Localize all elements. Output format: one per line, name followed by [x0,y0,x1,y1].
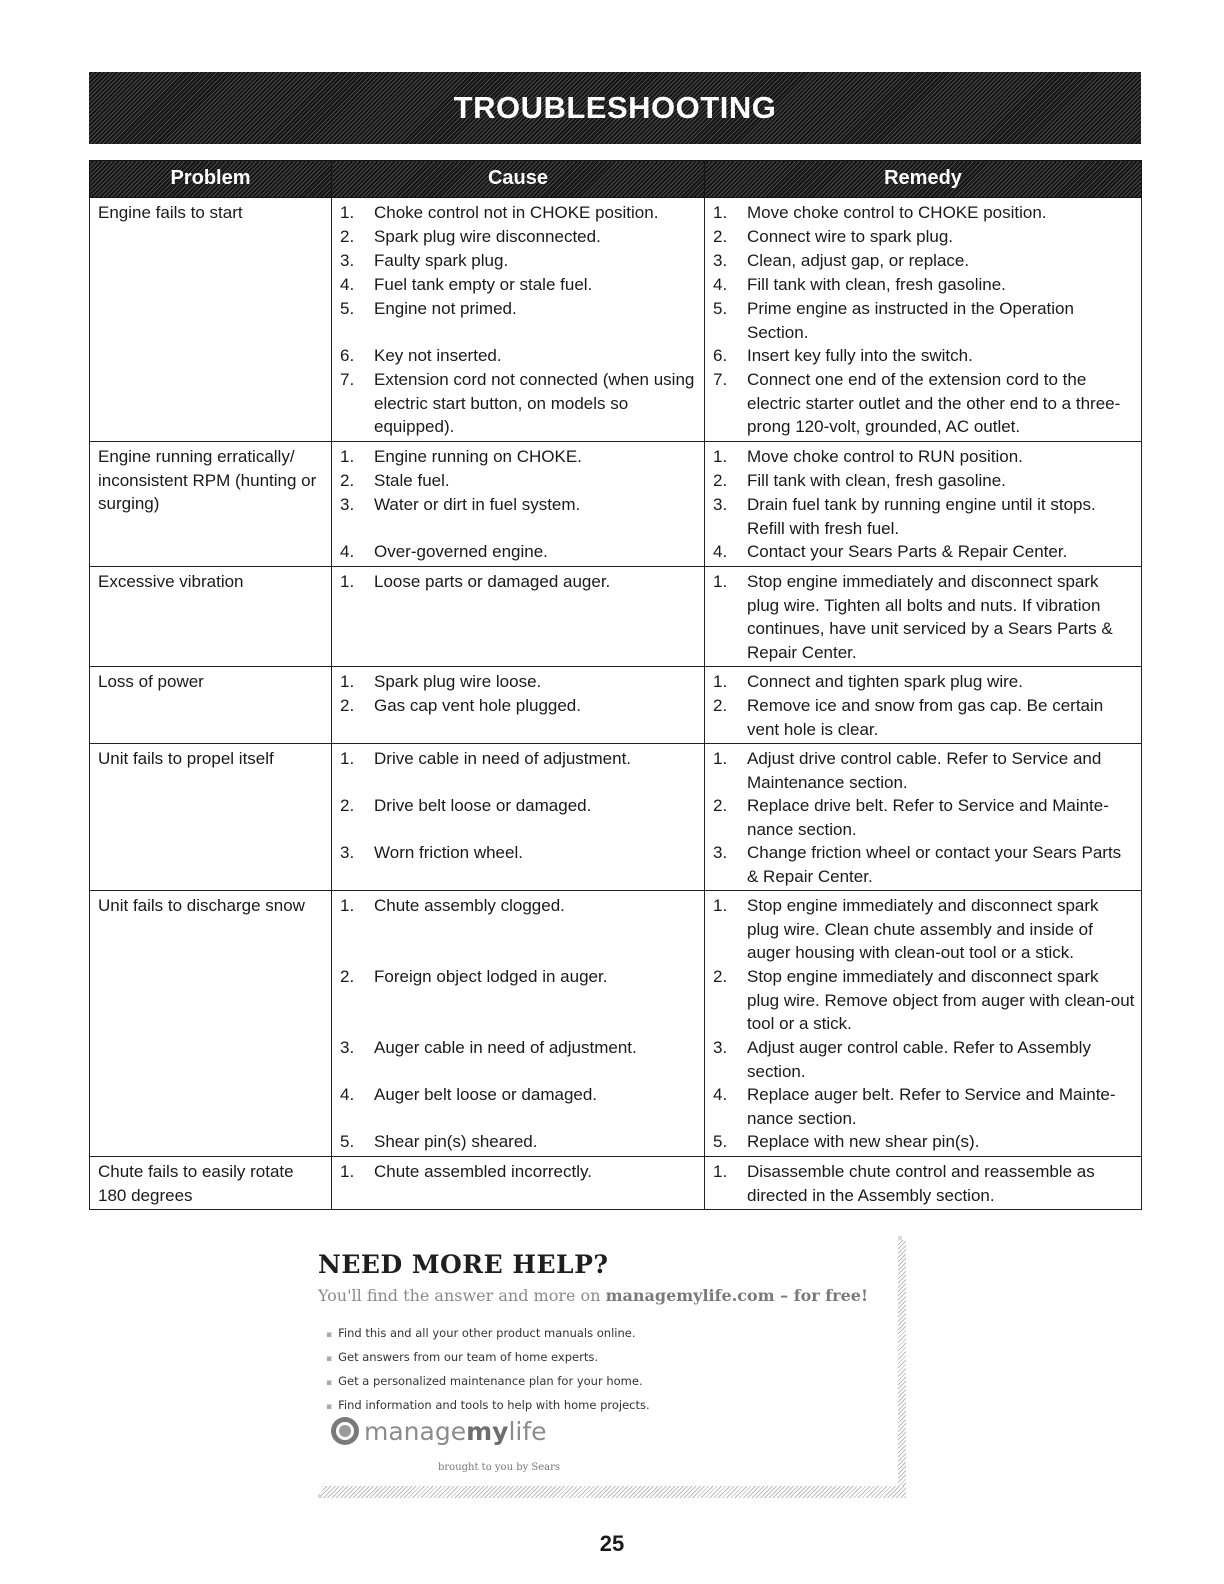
problem-cell: Engine fails to start [90,198,332,442]
item-text: Connect wire to spark plug. [747,227,953,246]
list-item [340,445,698,469]
item-number: 4. [340,275,355,294]
item-number: 2. [713,227,728,246]
list-item [713,670,1135,694]
item-text: Choke control not in CHOKE position. [374,203,659,222]
logo-icon [330,1416,360,1446]
item-text: Engine not primed. [374,299,517,318]
item-number: 2. [713,471,728,490]
item-number: 4. [713,275,728,294]
item-text: Adjust drive control cable. Refer to Service and Maintenance section. [747,749,1102,792]
item-number: 4. [340,1085,355,1104]
list-item [340,1083,698,1130]
need-more-help-box [318,1236,902,1498]
item-text: Auger cable in need of adjustment. [374,1038,637,1057]
cause-cell [332,1157,705,1210]
item-number: 3. [713,1038,728,1057]
list-item [340,747,698,794]
list-item [340,493,698,540]
problem-cell: Engine running erratically/ inconsistent RPM (hunting or surging) [90,442,332,567]
table-row [90,1157,1142,1210]
header-remedy: Remedy [705,161,1142,198]
table-row [90,891,1142,1157]
item-number: 3. [713,495,728,514]
list-item [340,894,698,965]
item-text: Fill tank with clean, fresh gasoline. [747,471,1006,490]
item-number: 7. [713,370,728,389]
item-number: 1. [340,572,355,591]
list-item [340,540,698,564]
list-item [340,694,698,741]
item-text: Move choke control to RUN position. [747,447,1023,466]
item-text: Replace with new shear pin(s). [747,1132,980,1151]
list-item [340,225,698,249]
list-item [713,1130,1135,1154]
list-item [340,965,698,1036]
problem-cell: Excessive vibration [90,567,332,667]
item-text: Change friction wheel or contact your Sears Parts & Repair Center. [747,843,1122,886]
item-number: 5. [340,1132,355,1151]
item-text: Clean, adjust gap, or replace. [747,251,970,270]
list-item [713,747,1135,794]
list-item [340,1036,698,1083]
item-number: 6. [340,346,355,365]
table-row [90,198,1142,442]
item-number: 3. [340,1038,355,1057]
item-text: Water or dirt in fuel system. [374,495,581,514]
item-number: 2. [340,796,355,815]
remedy-cell [705,198,1142,442]
cause-cell [332,567,705,667]
item-text: Spark plug wire disconnected. [374,227,601,246]
problem-cell: Loss of power [90,667,332,744]
remedy-cell [705,567,1142,667]
item-number: 5. [340,299,355,318]
item-number: 1. [713,896,728,915]
header-cause: Cause [332,161,705,198]
list-item [713,794,1135,841]
page-number: 25 [599,1531,625,1556]
item-text: Stop engine immediately and disconnect spark plug wire. Tighten all bolts and nuts. If vibration continues, have unit serviced by a Sears Parts & Repair Center. [747,572,1113,662]
header-problem: Problem [90,161,332,198]
item-number: 2. [340,967,355,986]
cause-cell [332,744,705,891]
item-number: 1. [713,749,728,768]
cause-cell [332,442,705,567]
list-item: ▪ Get a personalized maintenance plan for your home. [326,1370,650,1394]
item-text: Stop engine immediately and disconnect spark plug wire. Clean chute assembly and inside of auger housing with clean-out tool or a stick. [747,896,1099,962]
item-number: 1. [713,1162,728,1181]
box-shadow [898,1240,906,1498]
list-item [713,201,1135,225]
box-shadow [322,1486,906,1498]
item-number: 3. [340,251,355,270]
help-link[interactable]: managemylife.com – for free! [605,1286,868,1305]
item-text: Spark plug wire loose. [374,672,542,691]
item-text: Faulty spark plug. [374,251,509,270]
list-item: ▪ Get answers from our team of home experts. [326,1346,650,1370]
item-number: 3. [340,495,355,514]
item-text: Connect one end of the extension cord to the electric starter outlet and the other end to a three-prong 120-volt, grounded, AC outlet. [747,370,1121,436]
item-number: 5. [713,299,728,318]
list-item: ▪ Find information and tools to help with home projects. [326,1394,650,1418]
list-item [713,1160,1135,1207]
list-item [340,368,698,439]
item-text: Key not inserted. [374,346,502,365]
table-row [90,442,1142,567]
remedy-cell [705,1157,1142,1210]
list-item [340,249,698,273]
logo-text: managemylife [364,1416,547,1446]
list-item [713,1036,1135,1083]
item-number: 4. [713,542,728,561]
item-number: 2. [340,227,355,246]
item-text: Drive cable in need of adjustment. [374,749,632,768]
page-title: TROUBLESHOOTING [453,90,777,125]
help-title: NEED MORE HELP? [318,1250,609,1279]
brought-by-text: brought to you by Sears [438,1462,561,1473]
item-text: Fuel tank empty or stale fuel. [374,275,593,294]
list-item [713,841,1135,888]
table-header-row [90,161,1142,198]
problem-cell: Unit fails to discharge snow [90,891,332,1157]
item-number: 1. [340,1162,355,1181]
list-item [713,225,1135,249]
list-item [713,570,1135,664]
list-item [713,540,1135,564]
cause-cell [332,667,705,744]
list-item [340,670,698,694]
item-number: 1. [713,672,728,691]
remedy-cell [705,891,1142,1157]
list-item [713,894,1135,965]
item-text: Replace drive belt. Refer to Service and Mainte-nance section. [747,796,1109,839]
list-item [713,1083,1135,1130]
item-number: 2. [340,471,355,490]
list-item [713,368,1135,439]
item-number: 2. [340,696,355,715]
list-item [713,297,1135,344]
item-text: Stop engine immediately and disconnect spark plug wire. Remove object from auger with clean-out tool or a stick. [747,967,1135,1033]
help-subtitle: You'll find the answer and more on managemylife.com – for free! [318,1286,868,1305]
list-item [713,493,1135,540]
item-text: Engine running on CHOKE. [374,447,582,466]
item-number: 1. [340,203,355,222]
help-bullets [326,1322,650,1418]
item-text: Remove ice and snow from gas cap. Be certain vent hole is clear. [747,696,1104,739]
table-row [90,744,1142,891]
item-text: Drain fuel tank by running engine until it stops. Refill with fresh fuel. [747,495,1096,538]
list-item [340,570,698,664]
title-banner [89,72,1141,144]
item-number: 5. [713,1132,728,1151]
item-number: 1. [713,203,728,222]
item-number: 1. [340,896,355,915]
item-number: 2. [713,696,728,715]
item-text: Connect and tighten spark plug wire. [747,672,1023,691]
cause-cell [332,198,705,442]
list-item [340,794,698,841]
item-text: Chute assembled incorrectly. [374,1162,592,1181]
item-text: Over-governed engine. [374,542,548,561]
list-item [340,344,698,368]
item-text: Prime engine as instructed in the Operation Section. [747,299,1074,342]
problem-cell: Chute fails to easily rotate 180 degrees [90,1157,332,1210]
cause-cell [332,891,705,1157]
item-text: Loose parts or damaged auger. [374,572,611,591]
item-text: Contact your Sears Parts & Repair Center. [747,542,1068,561]
list-item [340,297,698,344]
item-text: Stale fuel. [374,471,450,490]
list-item [340,1130,698,1154]
item-number: 3. [713,843,728,862]
managemylife-logo [330,1416,547,1446]
item-text: Replace auger belt. Refer to Service and Mainte-nance section. [747,1085,1116,1128]
list-item [713,445,1135,469]
item-text: Worn friction wheel. [374,843,523,862]
item-text: Shear pin(s) sheared. [374,1132,538,1151]
item-number: 2. [713,967,728,986]
list-item [713,965,1135,1036]
item-text: Auger belt loose or damaged. [374,1085,598,1104]
item-number: 7. [340,370,355,389]
item-number: 1. [713,572,728,591]
list-item [713,273,1135,297]
item-number: 1. [340,749,355,768]
item-text: Insert key fully into the switch. [747,346,973,365]
list-item [340,273,698,297]
item-number: 4. [713,1085,728,1104]
item-text: Move choke control to CHOKE position. [747,203,1047,222]
item-text: Disassemble chute control and reassemble as directed in the Assembly section. [747,1162,1095,1205]
item-text: Fill tank with clean, fresh gasoline. [747,275,1006,294]
list-item: ▪ Find this and all your other product manuals online. [326,1322,650,1346]
item-number: 1. [713,447,728,466]
table-row [90,667,1142,744]
list-item [340,201,698,225]
item-text: Adjust auger control cable. Refer to Assembly section. [747,1038,1091,1081]
item-number: 1. [340,447,355,466]
list-item [713,344,1135,368]
list-item [340,1160,698,1207]
remedy-cell [705,744,1142,891]
list-item [713,469,1135,493]
item-number: 1. [340,672,355,691]
item-text: Extension cord not connected (when using electric start button, on models so equipped). [374,370,695,436]
item-text: Foreign object lodged in auger. [374,967,608,986]
item-number: 2. [713,796,728,815]
list-item [340,841,698,888]
item-number: 3. [340,843,355,862]
list-item [713,249,1135,273]
item-number: 4. [340,542,355,561]
item-text: Drive belt loose or damaged. [374,796,592,815]
item-number: 6. [713,346,728,365]
item-number: 3. [713,251,728,270]
item-text: Gas cap vent hole plugged. [374,696,581,715]
list-item [713,694,1135,741]
table-row [90,567,1142,667]
remedy-cell [705,667,1142,744]
troubleshooting-table [89,160,1142,1210]
problem-cell: Unit fails to propel itself [90,744,332,891]
item-text: Chute assembly clogged. [374,896,565,915]
list-item [340,469,698,493]
remedy-cell [705,442,1142,567]
